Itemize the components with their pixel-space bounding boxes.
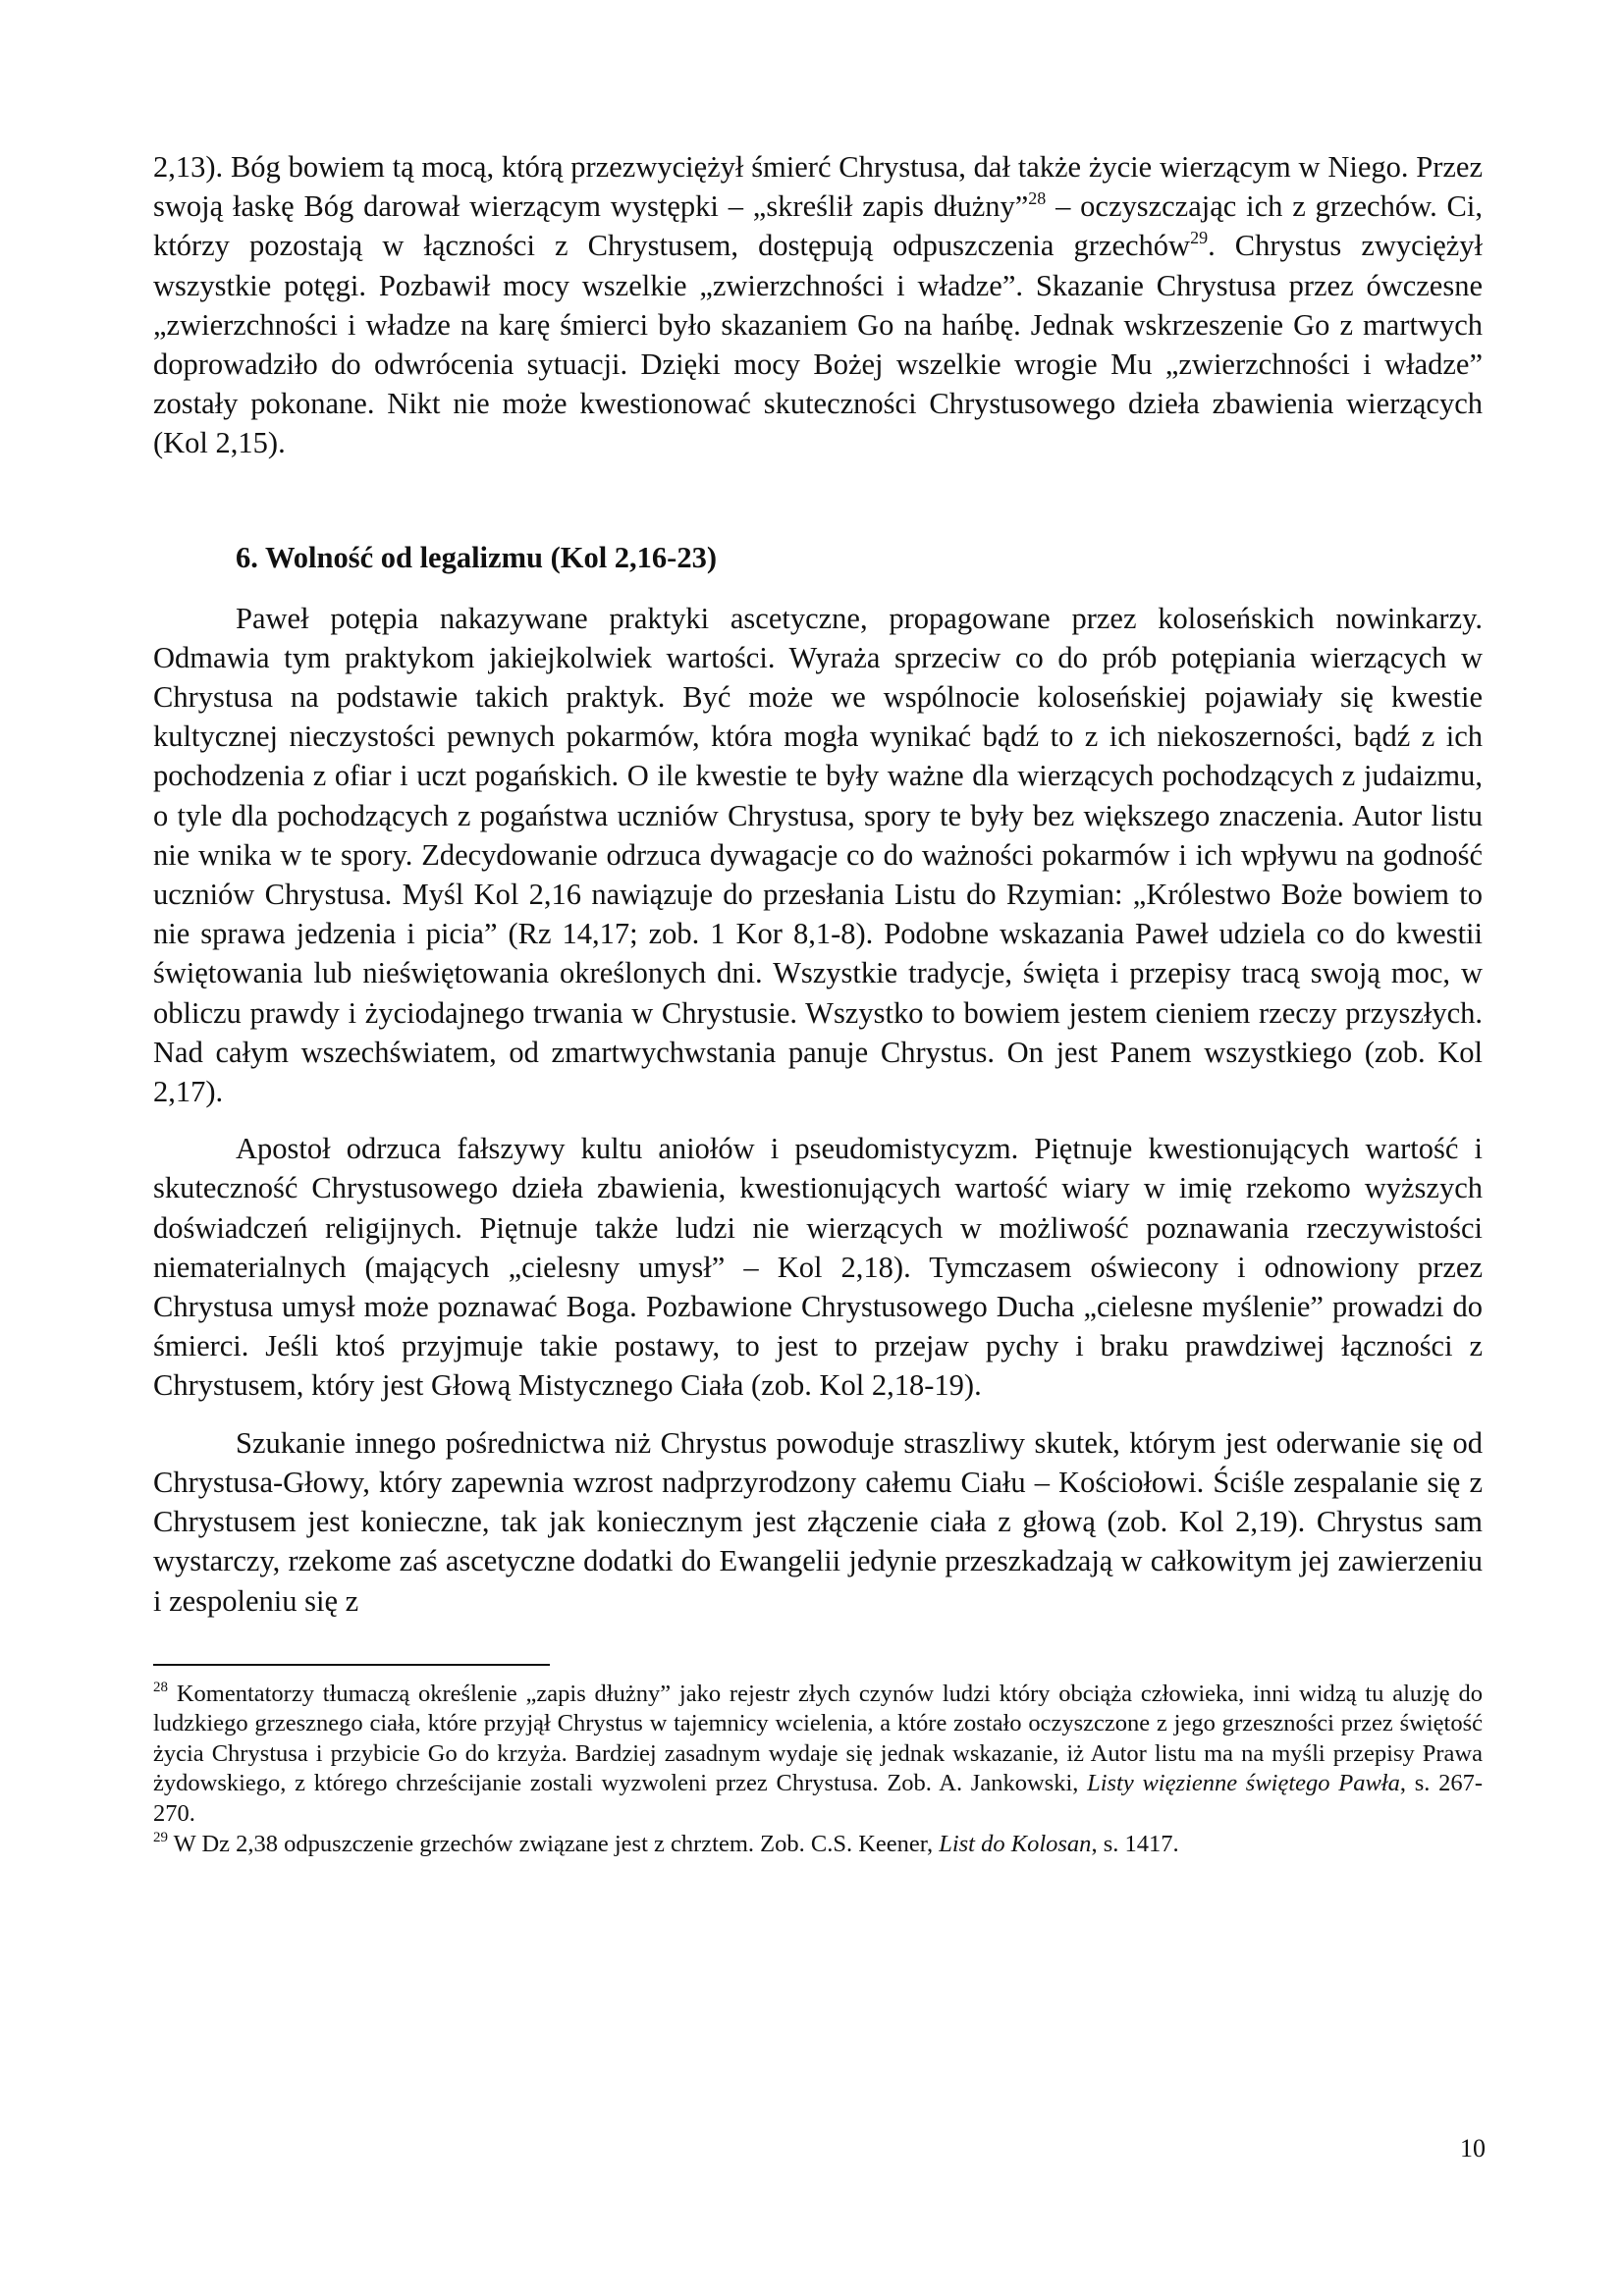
intro-text-1: 2,13). Bóg bowiem tą mocą, którą przezwyciężył śmierć Chrystusa, dał także życie wierzącym w Niego. Przez swoją łaskę Bóg darował wierzącym występki – „skreślił zapis dłużny” — [153, 150, 1483, 224]
paragraph-3: Szukanie innego pośrednictwa niż Chrystus powoduje straszliwy skutek, którym jest oderwanie się od Chrystusa-Głowy, który zapewnia wzrost nadprzyrodzony całemu Ciału – Kościołowi. Ściśle zespalanie się z Chrystusem jest konieczne, tak jak koniecznym jest złączenie ciała z głową (zob. Kol 2,19). Chrystus sam wystarczy, rzekome zaś ascetyczne dodatki do Ewangelii jedynie przeszkadzają w całkowitym jej zawierzeniu i zespoleniu się z — [153, 1425, 1483, 1618]
footnote-tail: , s. 1417. — [1091, 1830, 1179, 1857]
paragraph-1: Paweł potępia nakazywane praktyki ascetyczne, propagowane przez koloseńskich nowinkarzy. Odmawia tym praktykom jakiejkolwiek wartości. Wyraża sprzeciw co do prób potępiania wierzących w Chrystusa na podstawie takich praktyk. Być może we wspólnocie koloseńskiej pojawiały się kwestie kultycznej nieczystości pewnych pokarmów, która mogła wynikać bądź to z ich niekoszerności, bądź z ich pochodzenia z ofiar i uczt pogańskich. O ile kwestie te były ważne dla wierzących pochodzących z judaizmu, o tyle dla pochodzących z pogaństwa uczniów Chrystusa, spory te były bez większego znaczenia. Autor listu nie wnika w te spory. Zdecydowanie odrzuca dywagacje co do ważności pokarmów i ich wpływu na godność uczniów Chrystusa. Myśl Kol 2,16 nawiązuje do przesłania Listu do Rzymian: „Królestwo Boże bowiem to nie sprawa jedzenia i picia” (Rz 14,17; zob. 1 Kor 8,1-8). Podobne wskazania Paweł udziela co do kwestii świętowania lub nieświętowania określonych dni. Wszystkie tradycje, święta i przepisy tracą swoją moc, w obliczu prawdy i życiodajnego trwania w Chrystusie. Wszystko to bowiem jestem cieniem rzeczy przyszłych. Nad całym wszechświatem, od zmartwychwstania panuje Chrystus. On jest Panem wszystkiego (zob. Kol 2,17). — [153, 601, 1483, 1109]
footnote-text: Komentatorzy tłumaczą określenie „zapis dłużny” jako rejestr złych czynów ludzi który obciąża człowieka, inni widzą tu aluzję do ludzkiego grzesznego ciała, które przyjął Chrystus w tajemnicy wcielenia, a które zostało oczyszczone z jego grzeszności przez świętość życia Chrystusa i przybicie Go do krzyża. Bardziej zasadnym wydaje się jednak wskazanie, iż Autor listu ma na myśli przepisy Prawa żydowskiego, z którego chrześcijanie zostali wyzwoleni przez Chrystusa. Zob. A. Jankowski, — [153, 1680, 1483, 1797]
footnote-number: 28 — [153, 1679, 168, 1695]
footnotes — [153, 1680, 1483, 1860]
footnote-text: W Dz 2,38 odpuszczenie grzechów związane jest z chrztem. Zob. C.S. Keener, — [168, 1830, 940, 1857]
footnote-29 — [153, 1830, 1483, 1860]
document-page — [153, 147, 1483, 1859]
footnote-ref-28[interactable]: 28 — [1028, 188, 1047, 209]
footnote-28 — [153, 1680, 1483, 1830]
footnote-book-title: List do Kolosan — [939, 1830, 1092, 1857]
footnote-number: 29 — [153, 1829, 168, 1845]
paragraph-2: Apostoł odrzuca fałszywy kultu aniołów i pseudomistycyzm. Piętnuje kwestionujących wartość i skuteczność Chrystusowego dzieła zbawienia, kwestionujących wartość wiary w imię rzekomo wyższych doświadczeń religijnych. Piętnuje także ludzi nie wierzących w możliwość poznawania rzeczywistości niematerialnych (mających „cielesny umysł” – Kol 2,18). Tymczasem oświecony i odnowiony przez Chrystusa umysł może poznawać Boga. Pozbawione Chrystusowego Ducha „cielesne myślenie” prowadzi do śmierci. Jeśli ktoś przyjmuje takie postawy, to jest to przejaw pychy i braku prawdziwej łączności z Chrystusem, który jest Głową Mistycznego Ciała (zob. Kol 2,18-19). — [153, 1132, 1483, 1403]
intro-text-2: – oczyszczając ich z grzechów. Ci, którzy pozostają w łączności z Chrystusem, dostępują odpuszczenia grzechów — [153, 189, 1484, 263]
intro-paragraph — [153, 147, 1483, 463]
footnote-ref-29[interactable]: 29 — [1190, 228, 1209, 248]
footnote-divider — [153, 1664, 550, 1666]
section-heading: 6. Wolność od legalizmu (Kol 2,16-23) — [236, 540, 717, 574]
page-number: 10 — [1460, 2134, 1486, 2163]
footnote-tail: , s. 267-270. — [153, 1770, 1483, 1828]
footnote-book-title: Listy więzienne świętego Pawła — [1087, 1770, 1400, 1797]
intro-text-3: . Chrystus zwyciężył wszystkie potęgi. Pozbawił mocy wszelkie „zwierzchności i władze”. Skazanie Chrystusa przez ówczesne „zwierzchności i władze na karę śmierci było skazaniem Go na hańbę. Jednak wskrzeszenie Go z martwych doprowadziło do odwrócenia sytuacji. Dzięki mocy Bożej wszelkie wrogie Mu „zwierzchności i władze” zostały pokonane. Nikt nie może kwestionować skuteczności Chrystusowego dzieła zbawienia wierzących (Kol 2,15). — [153, 229, 1483, 460]
